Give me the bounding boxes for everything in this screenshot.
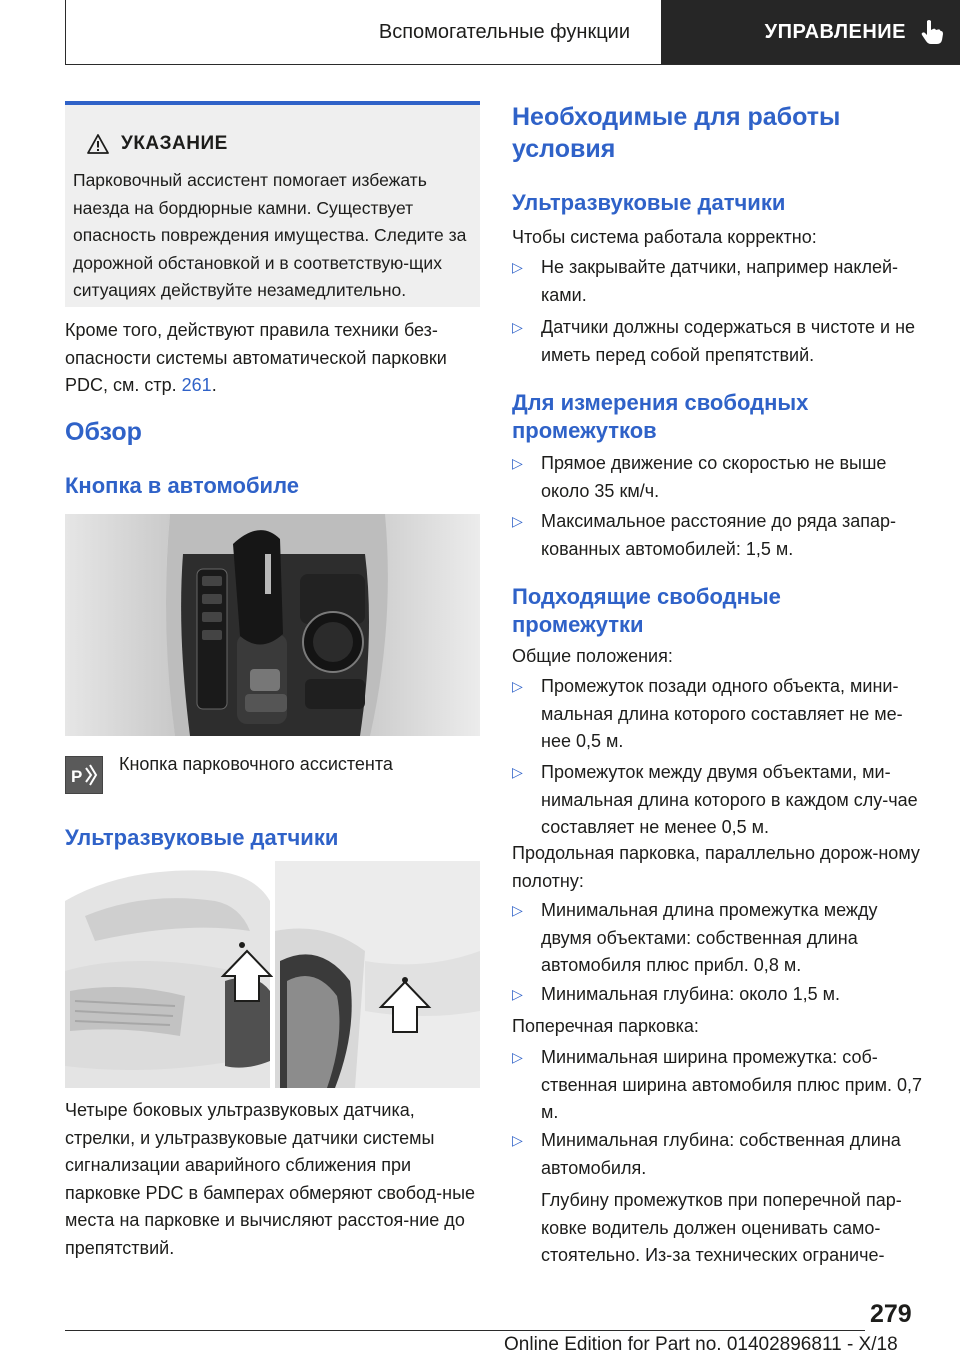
hand-pointer-icon [920, 19, 944, 45]
measuring-heading: Для измерения свободных промежутков [512, 390, 809, 443]
car-sensors-photo [65, 861, 480, 1088]
list-item [512, 450, 927, 505]
list-item [512, 508, 927, 563]
ultrasonic-heading: Ультразвуковые датчики [512, 190, 786, 215]
list-item [512, 759, 927, 842]
parallel-intro: Продольная парковка, параллельно дорож-ному полотну: [512, 843, 920, 891]
bullet-triangle-icon: ▷ [512, 455, 523, 471]
list-item-text: Датчики должны содержаться в чистоте и не иметь перед собой препятствий. [541, 317, 916, 365]
list-item-text: Промежуток между двумя объектами, ми-нимальная длина которого в каждом слу-чае составляет не менее 0,5 м. [541, 762, 918, 837]
header-section-title: Вспомогательные функции [378, 20, 630, 43]
list-item [512, 314, 927, 369]
list-item [512, 254, 927, 309]
svg-text:P: P [71, 767, 83, 786]
header-chapter-tab [661, 0, 960, 64]
list-item-text: Максимальное расстояние до ряда запар-кованных автомобилей: 1,5 м. [541, 511, 897, 559]
perpendicular-note: Глубину промежутков при поперечной пар-ковке водитель должен оценивать само-стоятельно. Из-за технических ограниче- [541, 1190, 902, 1265]
sensors-paragraph: Четыре боковых ультразвуковых датчика, стрелки, и ультразвуковые датчики системы сигнализации аварийного сближения при парковке PDC в бамперах обмеряют свобод-ные места на парковке и вычисляют расстоя-ние до препятствий. [65, 1100, 476, 1258]
center-console-photo [65, 514, 480, 736]
bullet-triangle-icon: ▷ [512, 764, 523, 780]
page-reference-link[interactable]: 261 [181, 375, 212, 395]
list-item-text: Прямое движение со скоростью не выше около 35 км/ч. [541, 453, 887, 501]
bullet-triangle-icon: ▷ [512, 1132, 523, 1148]
bullet-triangle-icon: ▷ [512, 1049, 523, 1065]
list-item-text: Промежуток позади одного объекта, мини-мальная длина которого составляет не ме-нее 0,5 м. [541, 676, 903, 751]
list-item [512, 1044, 927, 1127]
bullet-triangle-icon: ▷ [512, 678, 523, 694]
ultrasonic-intro: Чтобы система работала корректно: [512, 227, 817, 247]
list-item-text: Минимальная глубина: около 1,5 м. [541, 984, 841, 1004]
button-heading: Кнопка в автомобиле [65, 473, 299, 498]
conditions-heading: Необходимые для работы условия [512, 103, 841, 163]
footer-rule [65, 1330, 865, 1331]
page-number: 279 [870, 1300, 912, 1328]
warning-triangle-icon [87, 134, 109, 154]
intro-text: Кроме того, действуют правила техники без-опасности системы автоматической парковки PDC, см. стр. [65, 320, 447, 395]
list-item [512, 981, 927, 1009]
header-chapter-title: УПРАВЛЕНИЕ [764, 20, 906, 43]
list-item-text: Не закрывайте датчики, например наклей-ками. [541, 257, 899, 305]
overview-heading: Обзор [65, 418, 142, 446]
intro-paragraph [65, 317, 480, 400]
parking-assistant-button-icon [65, 756, 103, 794]
bullet-triangle-icon: ▷ [512, 902, 523, 918]
perpendicular-intro: Поперечная парковка: [512, 1016, 699, 1036]
header-rule [65, 64, 960, 65]
suitable-heading: Подходящие свободные промежутки [512, 584, 781, 637]
bullet-triangle-icon: ▷ [512, 259, 523, 275]
warning-text: Парковочный ассистент помогает избежать наезда на бордюрные камни. Существует опасность повреждения имущества. Следите за дорожной обстановкой и в соответствую-щих ситуациях действуйте незамедлительно. [73, 170, 467, 300]
bullet-triangle-icon: ▷ [512, 319, 523, 335]
list-item-text: Минимальная ширина промежутка: соб-ственная ширина автомобиля плюс прим. 0,7 м. [541, 1047, 922, 1122]
warning-header [87, 133, 228, 155]
sensors-heading: Ультразвуковые датчики [65, 825, 339, 850]
bullet-triangle-icon: ▷ [512, 513, 523, 529]
general-intro: Общие положения: [512, 646, 673, 666]
list-item-text: Минимальная длина промежутка между двумя объектами: собственная длина автомобиля плюс прибл. 0,8 м. [541, 900, 878, 975]
warning-title: УКАЗАНИЕ [121, 133, 228, 154]
intro-end: . [211, 375, 217, 395]
bullet-triangle-icon: ▷ [512, 986, 523, 1002]
button-caption: Кнопка парковочного ассистента [119, 753, 393, 774]
list-item [512, 673, 927, 756]
button-caption-row [65, 753, 393, 794]
list-item [512, 897, 927, 980]
footer-edition: Online Edition for Part no. 01402896811 - X/18 [504, 1334, 898, 1355]
warning-box [65, 101, 480, 307]
list-item-text: Минимальная глубина: собственная длина автомобиля. [541, 1130, 901, 1178]
list-item [512, 1127, 927, 1182]
